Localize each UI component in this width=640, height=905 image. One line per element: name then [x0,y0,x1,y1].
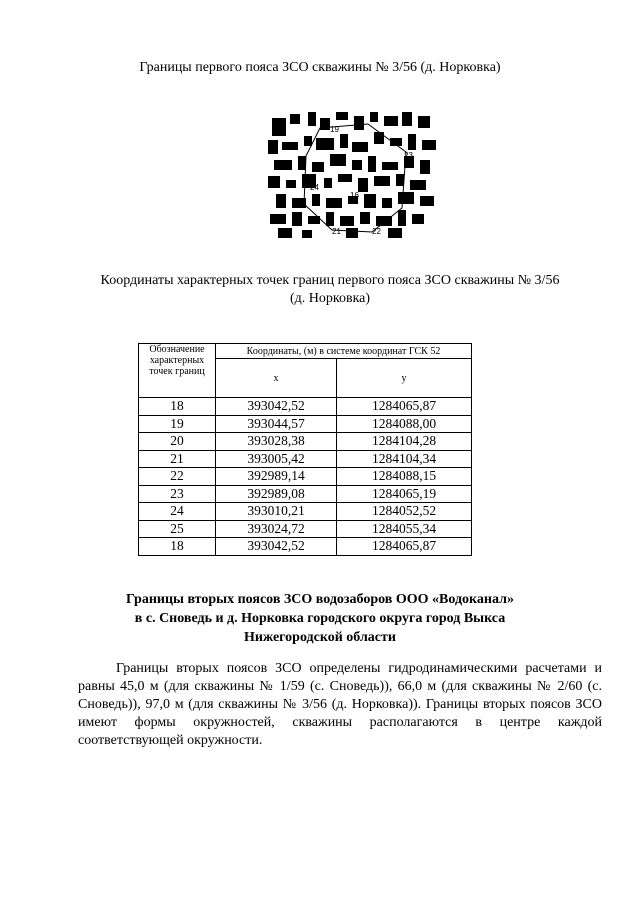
table-row: 20 393028,38 1284104,28 [139,433,472,451]
page-title: Границы первого пояса ЗСО скважины № 3/56 (д. Норковка) [139,60,501,75]
map-label-23: 23 [404,151,413,160]
table-row: 25 393024,72 1284055,34 [139,520,472,538]
table-row: 18 393042,52 1284065,87 [139,538,472,556]
table-row: 21 393005,42 1284104,34 [139,450,472,468]
header-y: y [337,359,472,398]
table-row: 24 393010,21 1284052,52 [139,503,472,521]
map-label-19: 19 [330,125,339,134]
table-row: 23 392989,08 1284065,19 [139,485,472,503]
header-coordinates: Координаты, (м) в системе координат ГСК 52 [216,344,472,359]
table-row: 22 392989,14 1284088,15 [139,468,472,486]
header-point: Обозначение характерных точек границ [139,344,216,398]
table-row: 18 393042,52 1284065,87 [139,398,472,416]
header-x: x [216,359,337,398]
body-paragraph: Границы вторых поясов ЗСО определены гидродинамическими расчетами и равны 45,0 м (для скважины № 1/59 (с. Сноведь)), 66,0 м (для скважины № 2/60 (с. Сноведь)), 97,0 м (для скважины № 3/56 (д. Норковка)). Границы вторых поясов ЗСО имеют формы окружностей, скважины располагаются в центре каждой соответствующей окружности. [78,661,602,748]
coordinates-table [138,343,472,556]
section-heading: Границы вторых поясов ЗСО водозаборов ООО «Водоканал» в с. Сноведь и д. Норковка городского округа город Выкса Нижегородской области [126,592,514,645]
zone-map-image [268,112,440,238]
map-label-22: 22 [372,227,381,236]
coordinates-title: Координаты характерных точек границ первого пояса ЗСО скважины № 3/56 (д. Норковка) [100,273,560,306]
map-label-24: 24 [310,183,319,192]
map-label-21: 21 [332,227,341,236]
map-label-16: 16 [350,191,359,200]
table-row: 19 393044,57 1284088,00 [139,415,472,433]
map-raster-blocks [268,112,436,238]
